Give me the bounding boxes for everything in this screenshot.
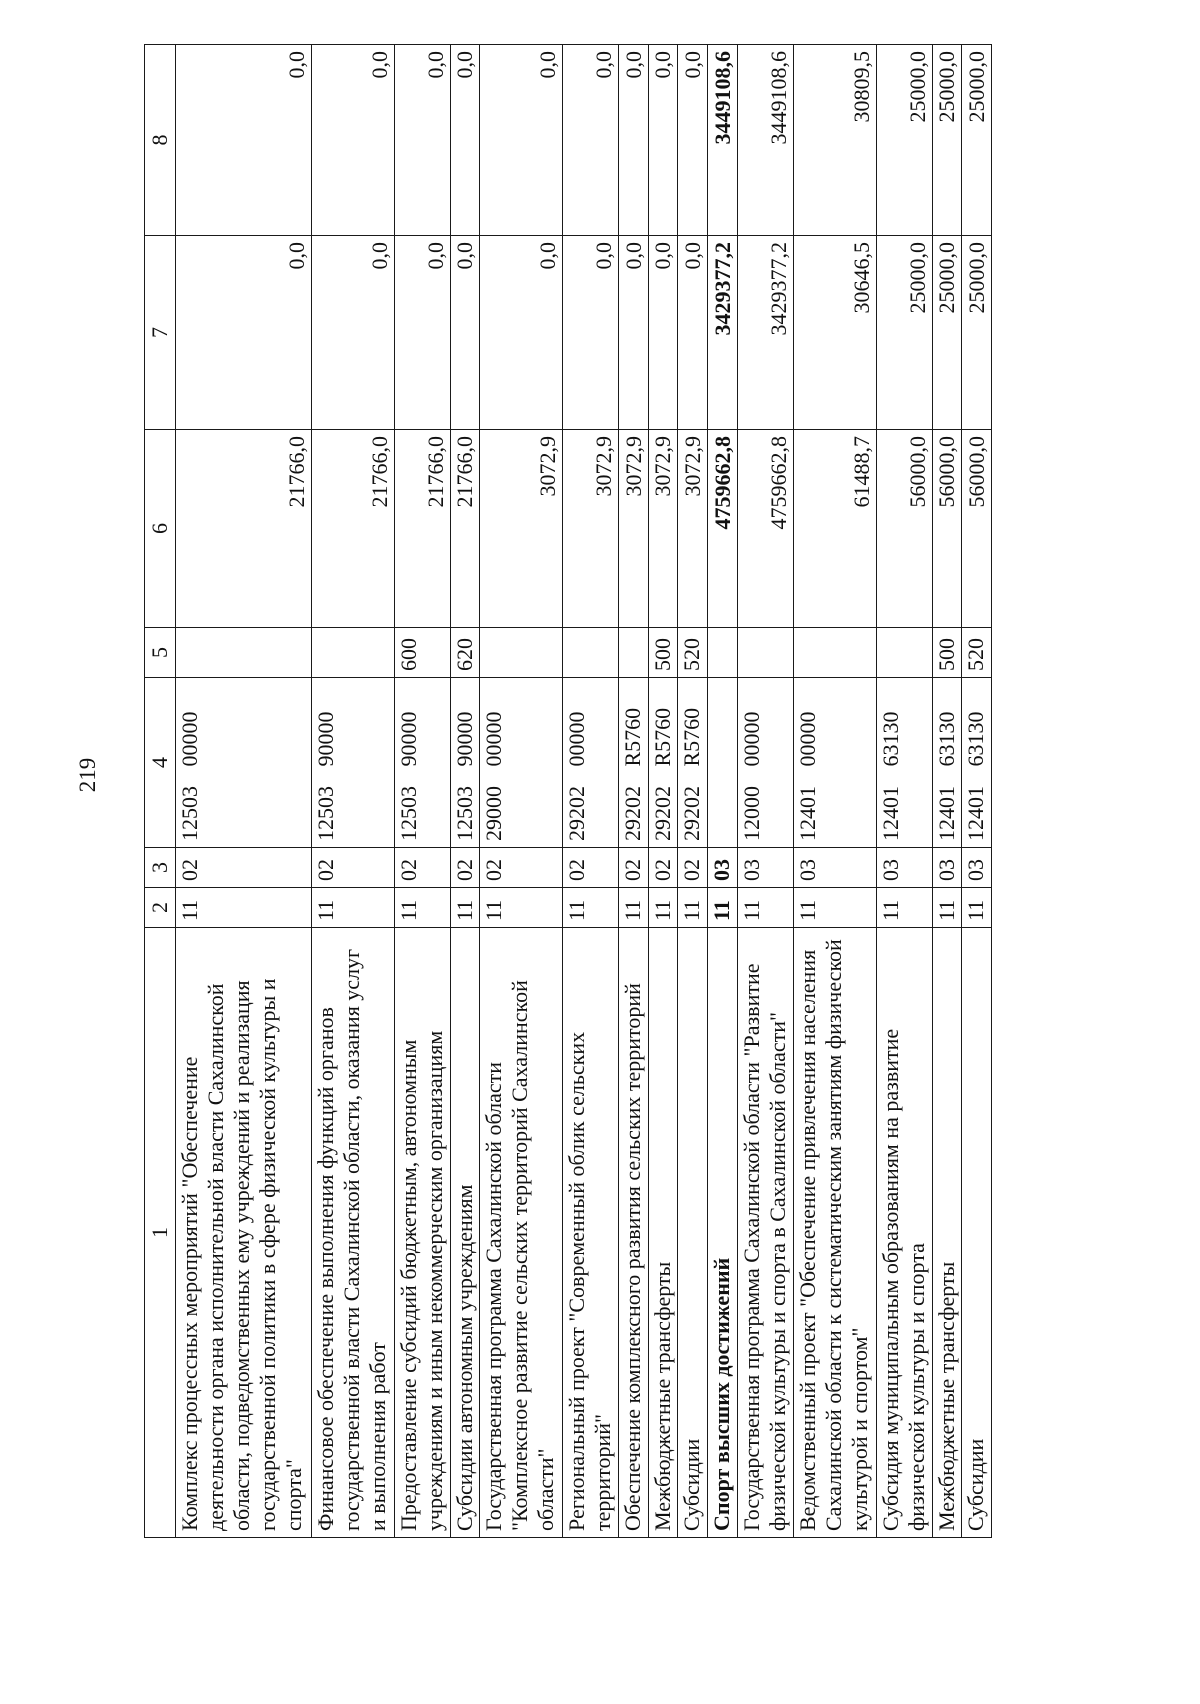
target-article-cell [708, 678, 738, 848]
table-row [563, 45, 619, 1538]
subsection-cell: 02 [450, 848, 480, 888]
budget-table [144, 44, 992, 1538]
amount-2025-cell: 3072,9 [648, 430, 678, 628]
table-row [708, 45, 738, 1538]
subsection-cell: 02 [619, 848, 649, 888]
rotated-table-container [144, 45, 992, 1538]
section-cell: 11 [648, 888, 678, 928]
amount-2026-cell: 0,0 [176, 236, 312, 430]
row-name-cell: Финансовое обеспечение выполнения функций органов государственной власти Сахалинской области, оказания услуг и выполнения работ [311, 928, 394, 1538]
subsection-cell: 02 [648, 848, 678, 888]
table-row [176, 45, 312, 1538]
amount-2025-cell: 3072,9 [563, 430, 619, 628]
page-number: 219 [75, 757, 100, 793]
target-article-cell: 29202 R5760 [648, 678, 678, 848]
table-row [876, 45, 932, 1538]
subsection-cell: 03 [932, 848, 962, 888]
amount-2027-cell: 25000,0 [962, 45, 992, 236]
section-cell: 11 [619, 888, 649, 928]
target-article-cell: 29202 00000 [563, 678, 619, 848]
amount-2026-cell: 0,0 [678, 236, 708, 430]
amount-2025-cell: 21766,0 [176, 430, 312, 628]
amount-2026-cell: 0,0 [311, 236, 394, 430]
amount-2027-cell: 0,0 [563, 45, 619, 236]
table-row [737, 45, 793, 1538]
section-cell: 11 [793, 888, 876, 928]
table-row [394, 45, 450, 1538]
subsection-cell: 03 [962, 848, 992, 888]
amount-2027-cell: 0,0 [450, 45, 480, 236]
table-row [619, 45, 649, 1538]
section-cell: 11 [311, 888, 394, 928]
target-article-cell: 12401 63130 [932, 678, 962, 848]
amount-2026-cell: 3429377,2 [737, 236, 793, 430]
expense-type-cell [737, 628, 793, 678]
target-article-cell: 12503 90000 [394, 678, 450, 848]
table-row [962, 45, 992, 1538]
col-header-7: 7 [145, 236, 176, 430]
expense-type-cell [563, 628, 619, 678]
amount-2025-cell: 3072,9 [619, 430, 649, 628]
amount-2026-cell: 0,0 [450, 236, 480, 430]
table-row [648, 45, 678, 1538]
target-article-cell: 12401 00000 [793, 678, 876, 848]
section-cell: 11 [932, 888, 962, 928]
subsection-cell: 02 [394, 848, 450, 888]
amount-2027-cell: 3449108,6 [737, 45, 793, 236]
amount-2025-cell: 3072,9 [480, 430, 563, 628]
subsection-cell: 03 [737, 848, 793, 888]
amount-2026-cell: 0,0 [480, 236, 563, 430]
amount-2027-cell: 0,0 [311, 45, 394, 236]
section-cell: 11 [962, 888, 992, 928]
amount-2026-cell: 30646,5 [793, 236, 876, 430]
expense-type-cell [708, 628, 738, 678]
target-article-cell: 29202 R5760 [619, 678, 649, 848]
table-row [793, 45, 876, 1538]
subsection-cell: 03 [708, 848, 738, 888]
section-cell: 11 [450, 888, 480, 928]
target-article-cell: 12401 63130 [962, 678, 992, 848]
amount-2027-cell: 30809,5 [793, 45, 876, 236]
row-name-cell: Предоставление субсидий бюджетным, автономным учреждениям и иным некоммерческим организациям [394, 928, 450, 1538]
section-cell: 11 [176, 888, 312, 928]
target-article-cell: 12503 90000 [450, 678, 480, 848]
header-row [145, 45, 176, 1538]
col-header-1: 1 [145, 928, 176, 1538]
amount-2026-cell: 25000,0 [962, 236, 992, 430]
table-row [932, 45, 962, 1538]
row-name-cell: Обеспечение комплексного развития сельских территорий [619, 928, 649, 1538]
amount-2025-cell: 56000,0 [932, 430, 962, 628]
amount-2025-cell: 21766,0 [394, 430, 450, 628]
col-header-4: 4 [145, 678, 176, 848]
expense-type-cell [619, 628, 649, 678]
subsection-cell: 02 [480, 848, 563, 888]
expense-type-cell: 600 [394, 628, 450, 678]
target-article-cell: 12401 63130 [876, 678, 932, 848]
section-cell: 11 [563, 888, 619, 928]
expense-type-cell: 500 [648, 628, 678, 678]
row-name-cell: Межбюджетные трансферты [932, 928, 962, 1538]
amount-2026-cell: 0,0 [648, 236, 678, 430]
target-article-cell: 12000 00000 [737, 678, 793, 848]
amount-2027-cell: 0,0 [480, 45, 563, 236]
section-cell: 11 [737, 888, 793, 928]
row-name-cell: Государственная программа Сахалинской области "Развитие физической культуры и спорта в Сахалинской области" [737, 928, 793, 1538]
subsection-cell: 03 [793, 848, 876, 888]
amount-2026-cell: 25000,0 [932, 236, 962, 430]
subsection-cell: 02 [678, 848, 708, 888]
col-header-2: 2 [145, 888, 176, 928]
expense-type-cell [176, 628, 312, 678]
section-cell: 11 [394, 888, 450, 928]
row-name-cell: Региональный проект "Современный облик сельских территорий" [563, 928, 619, 1538]
section-cell: 11 [708, 888, 738, 928]
target-article-cell: 29202 R5760 [678, 678, 708, 848]
amount-2026-cell: 3429377,2 [708, 236, 738, 430]
row-name-cell: Государственная программа Сахалинской области "Комплексное развитие сельских территорий Сахалинской области" [480, 928, 563, 1538]
amount-2027-cell: 0,0 [619, 45, 649, 236]
row-name-cell: Спорт высших достижений [708, 928, 738, 1538]
row-name-cell: Межбюджетные трансферты [648, 928, 678, 1538]
table-body [176, 45, 992, 1538]
subsection-cell: 02 [176, 848, 312, 888]
target-article-cell: 12503 00000 [176, 678, 312, 848]
table-row [480, 45, 563, 1538]
row-name-cell: Субсидия муниципальным образованиям на развитие физической культуры и спорта [876, 928, 932, 1538]
expense-type-cell [793, 628, 876, 678]
amount-2025-cell: 4759662,8 [737, 430, 793, 628]
amount-2025-cell: 56000,0 [962, 430, 992, 628]
amount-2025-cell: 56000,0 [876, 430, 932, 628]
row-name-cell: Ведомственный проект "Обеспечение привлечения населения Сахалинской области к систематическим занятиям физической культурой и спортом" [793, 928, 876, 1538]
subsection-cell: 03 [876, 848, 932, 888]
row-name-cell: Субсидии [962, 928, 992, 1538]
expense-type-cell: 520 [678, 628, 708, 678]
amount-2027-cell: 25000,0 [876, 45, 932, 236]
expense-type-cell: 520 [962, 628, 992, 678]
amount-2027-cell: 0,0 [678, 45, 708, 236]
amount-2025-cell: 4759662,8 [708, 430, 738, 628]
expense-type-cell [876, 628, 932, 678]
section-cell: 11 [678, 888, 708, 928]
amount-2027-cell: 3449108,6 [708, 45, 738, 236]
amount-2027-cell: 0,0 [176, 45, 312, 236]
amount-2027-cell: 25000,0 [932, 45, 962, 236]
amount-2025-cell: 21766,0 [311, 430, 394, 628]
row-name-cell: Субсидии автономным учреждениям [450, 928, 480, 1538]
amount-2027-cell: 0,0 [648, 45, 678, 236]
amount-2025-cell: 61488,7 [793, 430, 876, 628]
section-cell: 11 [480, 888, 563, 928]
amount-2025-cell: 3072,9 [678, 430, 708, 628]
amount-2026-cell: 0,0 [394, 236, 450, 430]
expense-type-cell [480, 628, 563, 678]
target-article-cell: 29000 00000 [480, 678, 563, 848]
expense-type-cell: 620 [450, 628, 480, 678]
amount-2026-cell: 0,0 [619, 236, 649, 430]
section-cell: 11 [876, 888, 932, 928]
amount-2025-cell: 21766,0 [450, 430, 480, 628]
table-row [678, 45, 708, 1538]
table-row [311, 45, 394, 1538]
amount-2026-cell: 0,0 [563, 236, 619, 430]
row-name-cell: Комплекс процессных мероприятий "Обеспечение деятельности органа исполнительной власти Сахалинской области, подведомственных ему учреждений и реализация государственной политики в сфере физической культуры и спорта" [176, 928, 312, 1538]
col-header-8: 8 [145, 45, 176, 236]
row-name-cell: Субсидии [678, 928, 708, 1538]
subsection-cell: 02 [311, 848, 394, 888]
expense-type-cell [311, 628, 394, 678]
col-header-6: 6 [145, 430, 176, 628]
expense-type-cell: 500 [932, 628, 962, 678]
amount-2026-cell: 25000,0 [876, 236, 932, 430]
table-row [450, 45, 480, 1538]
subsection-cell: 02 [563, 848, 619, 888]
col-header-3: 3 [145, 848, 176, 888]
target-article-cell: 12503 90000 [311, 678, 394, 848]
col-header-5: 5 [145, 628, 176, 678]
amount-2027-cell: 0,0 [394, 45, 450, 236]
